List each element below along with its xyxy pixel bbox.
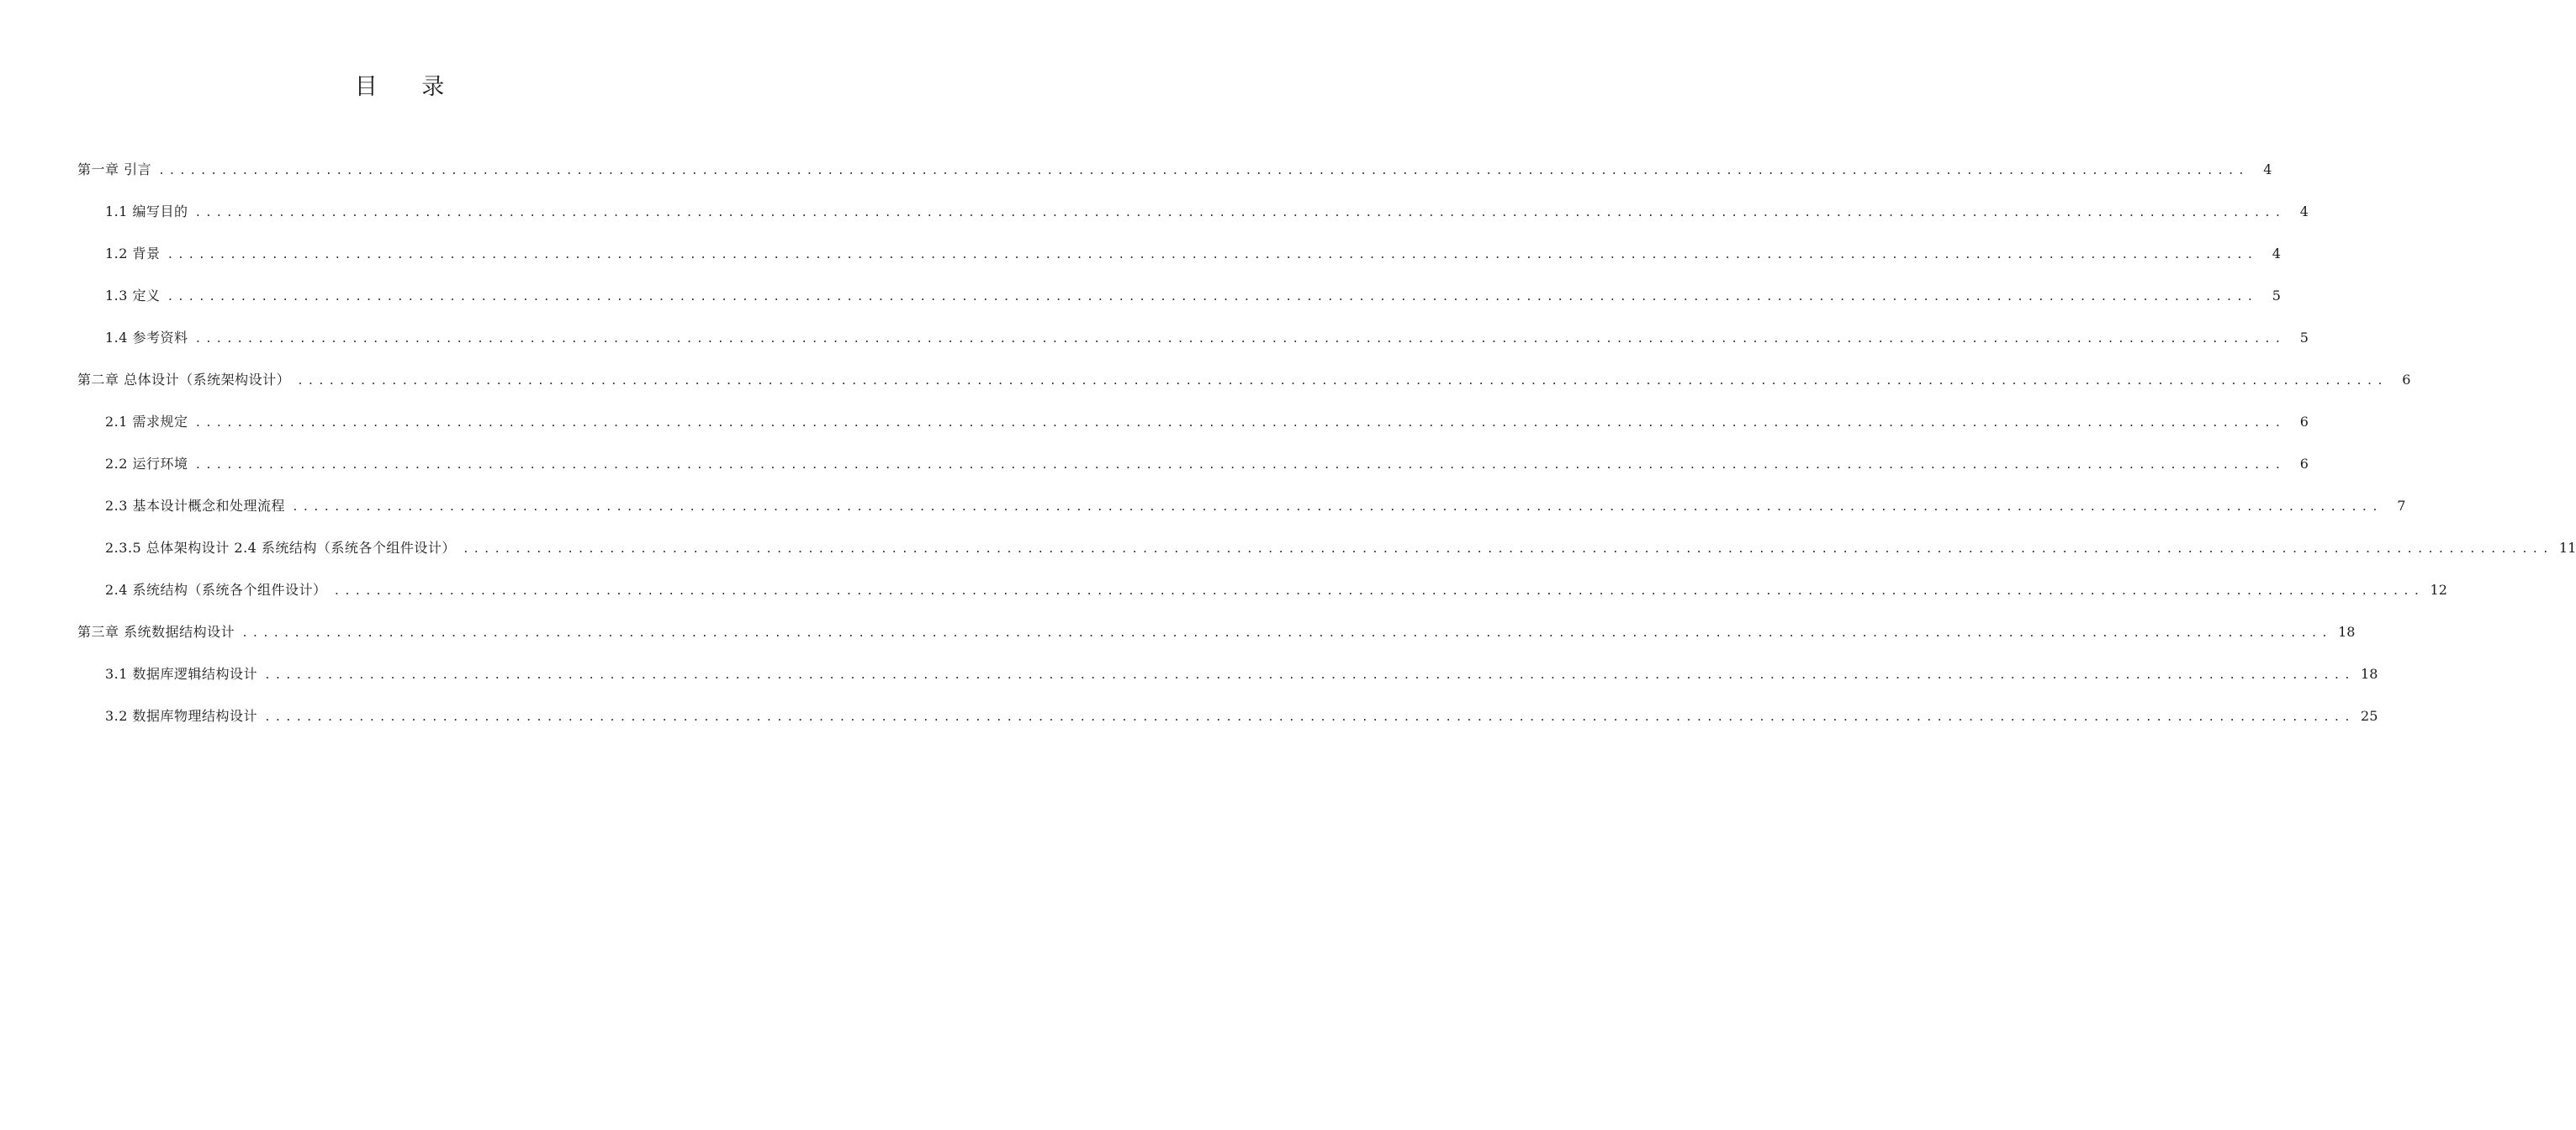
toc-page-number: 18 bbox=[2338, 624, 2356, 640]
toc-entry-label: 第一章 引言 bbox=[77, 161, 152, 177]
toc-page-number: 4 bbox=[2263, 161, 2272, 177]
toc-entry[interactable] bbox=[77, 573, 2447, 615]
toc-page-number: 7 bbox=[2397, 498, 2406, 514]
toc-entry-label: 1.1 编写目的 bbox=[105, 203, 188, 219]
toc-entry[interactable] bbox=[77, 657, 2378, 700]
toc-entry[interactable] bbox=[77, 615, 2356, 657]
toc-dot-leader: ........................................................................................................................................................................................................ bbox=[158, 165, 2249, 177]
toc-entry[interactable] bbox=[77, 405, 2309, 447]
toc-dot-leader: ........................................................................................................................................................................................................ bbox=[297, 375, 2388, 388]
toc-dot-leader: ........................................................................................................................................................................................................ bbox=[167, 291, 2257, 304]
toc-page-number: 6 bbox=[2299, 414, 2309, 430]
toc-dot-leader: ........................................................................................................................................................................................................ bbox=[264, 669, 2355, 682]
toc-entry[interactable] bbox=[77, 237, 2281, 279]
toc-entry-label: 2.4 系统结构（系统各个组件设计） bbox=[105, 582, 327, 598]
toc-entry-label: 3.2 数据库物理结构设计 bbox=[105, 708, 258, 724]
toc-list bbox=[77, 153, 2576, 742]
toc-dot-leader: ........................................................................................................................................................................................................ bbox=[194, 333, 2285, 346]
toc-entry[interactable] bbox=[77, 531, 2576, 573]
toc-entry[interactable] bbox=[77, 363, 2411, 405]
toc-entry[interactable] bbox=[77, 321, 2309, 363]
toc-page-number: 11 bbox=[2558, 540, 2576, 556]
toc-title: 目 录 bbox=[354, 74, 463, 100]
toc-entry-label: 2.2 运行环境 bbox=[105, 456, 188, 472]
toc-page-number: 12 bbox=[2430, 582, 2447, 598]
toc-page-number: 6 bbox=[2299, 456, 2309, 472]
toc-entry-label: 1.4 参考资料 bbox=[105, 330, 188, 346]
toc-page-number: 6 bbox=[2402, 372, 2411, 388]
toc-entry-label: 第三章 系统数据结构设计 bbox=[77, 624, 235, 640]
toc-page-number: 5 bbox=[2299, 330, 2309, 346]
toc-entry[interactable] bbox=[77, 195, 2309, 237]
toc-entry[interactable] bbox=[77, 700, 2378, 742]
toc-dot-leader: ........................................................................................................................................................................................................ bbox=[292, 501, 2383, 514]
toc-dot-leader: ........................................................................................................................................................................................................ bbox=[194, 417, 2285, 430]
toc-dot-leader: ........................................................................................................................................................................................................ bbox=[264, 711, 2355, 724]
toc-entry-label: 1.2 背景 bbox=[105, 246, 161, 261]
toc-dot-leader: ........................................................................................................................................................................................................ bbox=[194, 207, 2285, 219]
toc-entry-label: 3.1 数据库逻辑结构设计 bbox=[105, 666, 258, 682]
toc-entry[interactable] bbox=[77, 279, 2281, 321]
toc-page-number: 4 bbox=[2299, 203, 2309, 219]
toc-entry[interactable] bbox=[77, 447, 2309, 489]
toc-entry-label: 1.3 定义 bbox=[105, 288, 161, 304]
toc-entry-label: 2.3.5 总体架构设计 2.4 系统结构（系统各个组件设计） bbox=[105, 540, 456, 556]
toc-entry[interactable] bbox=[77, 153, 2272, 195]
toc-page-number: 5 bbox=[2272, 288, 2281, 304]
toc-page-number: 25 bbox=[2361, 708, 2378, 724]
toc-page-number: 4 bbox=[2272, 246, 2281, 261]
toc-dot-leader: ........................................................................................................................................................................................................ bbox=[333, 585, 2424, 598]
toc-dot-leader: ........................................................................................................................................................................................................ bbox=[462, 543, 2553, 556]
toc-dot-leader: ........................................................................................................................................................................................................ bbox=[241, 627, 2332, 640]
toc-page-number: 18 bbox=[2361, 666, 2378, 682]
toc-dot-leader: ........................................................................................................................................................................................................ bbox=[167, 249, 2257, 261]
toc-dot-leader: ........................................................................................................................................................................................................ bbox=[194, 459, 2285, 472]
toc-entry-label: 2.1 需求规定 bbox=[105, 414, 188, 430]
toc-entry[interactable] bbox=[77, 489, 2406, 531]
toc-entry-label: 2.3 基本设计概念和处理流程 bbox=[105, 498, 286, 514]
toc-entry-label: 第二章 总体设计（系统架构设计） bbox=[77, 372, 291, 388]
